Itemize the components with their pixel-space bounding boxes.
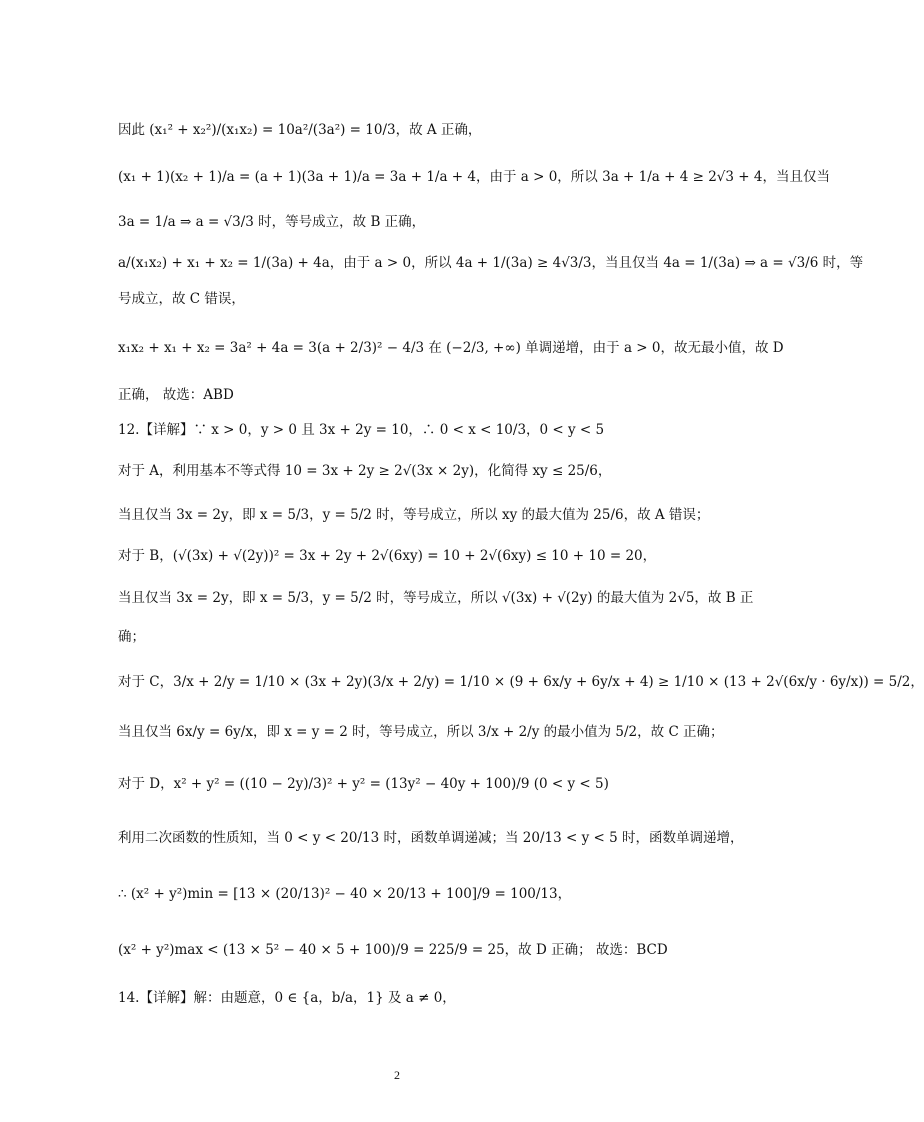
text-line: 对于 C，3/x + 2/y = 1/10 × (3x + 2y)(3/x + 2/y) = 1/10 × (9 + 6x/y + 6y/x + 4) ≥ 1/10 × (13 + 2√(6x/y · 6y/x)) = 5/2， xyxy=(118,674,924,690)
text-line: x₁x₂ + x₁ + x₂ = 3a² + 4a = 3(a + 2/3)² − 4/3 在 (−2/3, +∞) 单调递增，由于 a > 0，故无最小值，故 D xyxy=(118,340,784,356)
page-number: 2 xyxy=(394,1068,400,1082)
text-line: 3a = 1/a ⇒ a = √3/3 时，等号成立，故 B 正确， xyxy=(118,214,426,230)
text-line: (x₁ + 1)(x₂ + 1)/a = (a + 1)(3a + 1)/a = 3a + 1/a + 4，由于 a > 0，所以 3a + 1/a + 4 ≥ 2√3 + 4，当且仅当 xyxy=(118,169,830,185)
text-line: a/(x₁x₂) + x₁ + x₂ = 1/(3a) + 4a，由于 a > 0，所以 4a + 1/(3a) ≥ 4√3/3，当且仅当 4a = 1/(3a) ⇒ a = √3/6 时，等 xyxy=(118,255,864,271)
text-line: ∴ (x² + y²)min = [13 × (20/13)² − 40 × 20/13 + 100]/9 = 100/13， xyxy=(118,886,572,902)
text-line: 当且仅当 3x = 2y，即 x = 5/3，y = 5/2 时，等号成立，所以 √(3x) + √(2y) 的最大值为 2√5，故 B 正 xyxy=(118,590,754,606)
text-line: 确； xyxy=(118,629,145,645)
text-line: 利用二次函数的性质知，当 0 < y < 20/13 时，函数单调递减；当 20/13 < y < 5 时，函数单调递增， xyxy=(118,830,744,846)
text-line: 正确， 故选：ABD xyxy=(118,387,234,403)
text-line: (x² + y²)max < (13 × 5² − 40 × 5 + 100)/9 = 225/9 = 25，故 D 正确； 故选：BCD xyxy=(118,942,668,958)
text-line: 当且仅当 3x = 2y，即 x = 5/3，y = 5/2 时，等号成立，所以 xy 的最大值为 25/6，故 A 错误； xyxy=(118,507,710,523)
text-line: 号成立，故 C 错误， xyxy=(118,291,245,307)
text-line: 对于 B，(√(3x) + √(2y))² = 3x + 2y + 2√(6xy) = 10 + 2√(6xy) ≤ 10 + 10 = 20， xyxy=(118,548,657,564)
text-line: 12.【详解】∵ x > 0，y > 0 且 3x + 2y = 10，∴ 0 < x < 10/3，0 < y < 5 xyxy=(118,422,605,438)
text-line: 对于 A，利用基本不等式得 10 = 3x + 2y ≥ 2√(3x × 2y)，化简得 xy ≤ 25/6， xyxy=(118,463,612,479)
text-line: 对于 D，x² + y² = ((10 − 2y)/3)² + y² = (13y² − 40y + 100)/9 (0 < y < 5) xyxy=(118,776,609,792)
text-line: 14.【详解】解：由题意，0 ∈ {a，b/a，1} 及 a ≠ 0， xyxy=(118,990,456,1006)
text-line: 因此 (x₁² + x₂²)/(x₁x₂) = 10a²/(3a²) = 10/3，故 A 正确， xyxy=(118,122,482,138)
text-line: 当且仅当 6x/y = 6y/x，即 x = y = 2 时，等号成立，所以 3/x + 2/y 的最小值为 5/2，故 C 正确； xyxy=(118,724,724,740)
